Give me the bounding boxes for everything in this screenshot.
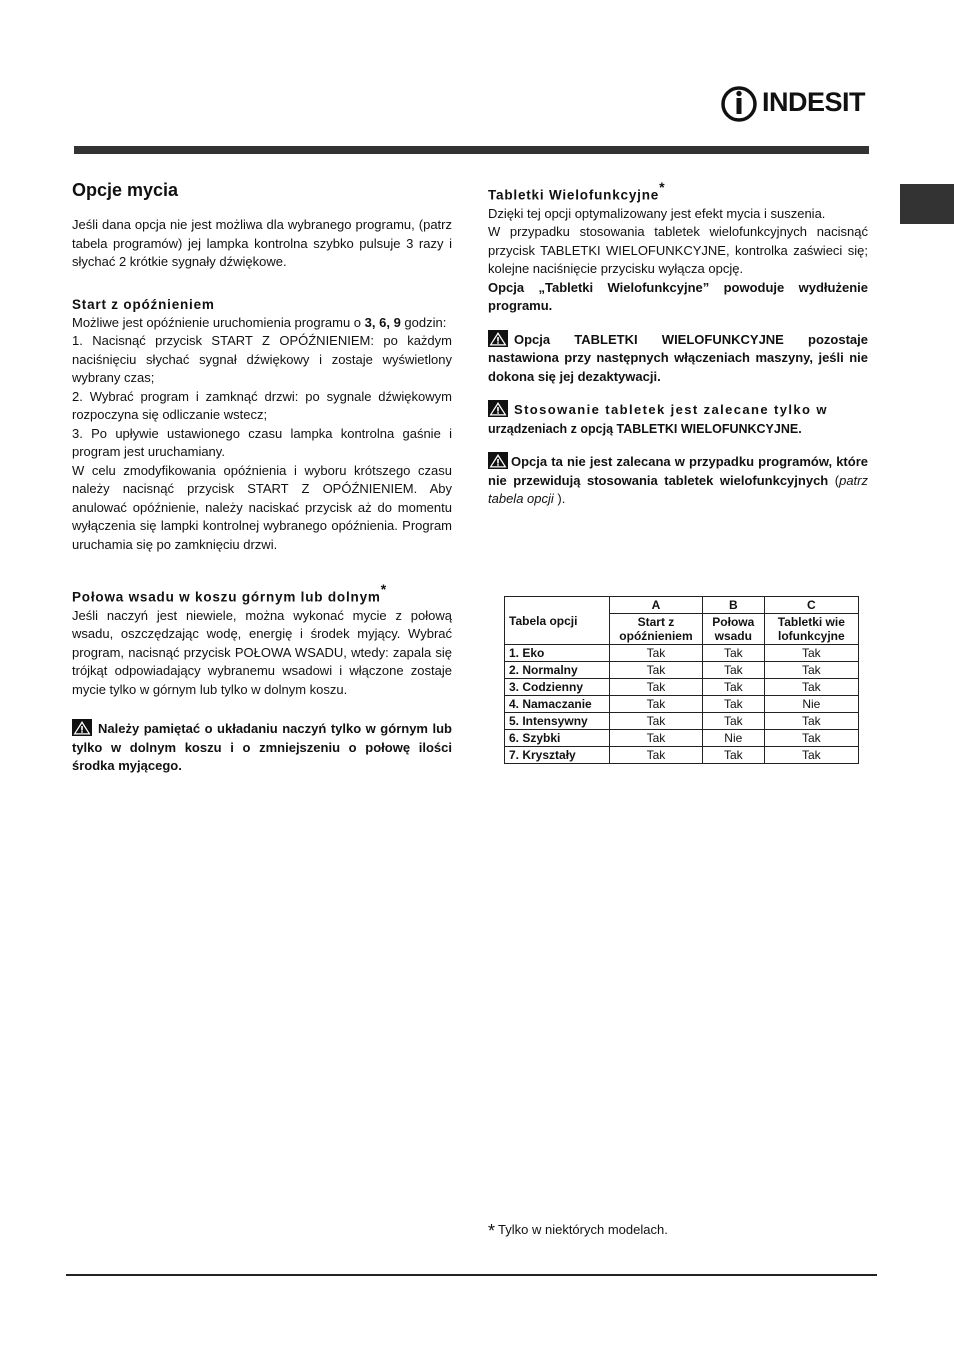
section-title: Opcje mycia [72,180,179,200]
warning-triangle-icon [488,452,508,469]
cell-c: Nie [764,696,858,713]
delay-modify-text: W celu zmodyfikowania opóźnienia i wyboru krótszego czasu należy nacisnąć przycisk START Z OPÓŹNIENIEM. Aby anulować opóźnienie, należy naciskać przycisk aż do momentu wyłączenia się lampki kontrolnej wybranego opóźnienia. Program uruchamia się po zamknięciu drzwi. [72,462,452,552]
cell-a: Tak [610,713,703,730]
program-name: 1. Eko [505,645,610,662]
right-column [488,178,868,509]
cell-b: Tak [702,713,764,730]
delay-step-3: 3. Po upływie ustawionego czasu lampka kontrolna gaśnie i program jest uruchamiany. [72,425,452,459]
cell-a: Tak [610,679,703,696]
half-load-text: Jeśli naczyń jest niewiele, można wykonać mycie z połową wsadu, oszczędzając wodę, energię i środek myjący. Wybrać program, nacisnąć przycisk POŁOWA WSADU, wtedy: zapala się trójkąt odpowiadający wybranemu wsadowi i włączone zostaje mycie tylko w górnym lub tylko w dolnym koszu. [72,607,452,697]
footnote: * Tylko w niektórych modelach. [488,1221,668,1241]
delay-step-1: 1. Nacisnąć przycisk START Z OPÓŹNIENIEM: po każdym naciśnięciu słychać sygnał dźwiękowy i zostaje wyświetlony wybrany czas; [72,333,452,385]
multitablet-warning-2: Stosowanie tabletek jest zalecane tylko w urządzeniach z opcją TABLETKI WIELOFUNKCYJNE. [488,402,828,436]
cell-b: Tak [702,662,764,679]
cell-b: Tak [702,747,764,764]
warning-triangle-icon [488,330,508,347]
footer-rule [66,1274,877,1276]
cell-b: Tak [702,679,764,696]
program-name: 6. Szybki [505,730,610,747]
table-row [505,747,859,764]
table-label: Tabela opcji [505,597,610,645]
intro-text: Jeśli dana opcja nie jest możliwa dla wybranego programu, (patrz tabela programów) jej lampka kontrolna szybko pulsuje 3 razy i słychać 2 krótkie sygnały dźwiękowe. [72,217,452,269]
cell-a: Tak [610,747,703,764]
multitablet-warning-3: Opcja ta nie jest zalecana w przypadku programów, które nie przewidują stosowania tabletek wielofunkcyjnych (patrz tabela opcji ). [488,454,868,506]
table-row [505,662,859,679]
program-name: 7. Kryształy [505,747,610,764]
cell-c: Tak [764,747,858,764]
cell-a: Tak [610,730,703,747]
column-letter-b: B [702,597,764,614]
warning-triangle-icon [72,719,92,736]
cell-b: Nie [702,730,764,747]
table-row [505,645,859,662]
cell-c: Tak [764,645,858,662]
language-tab-marker [900,184,954,224]
multitablet-warning-1: Opcja TABLETKI WIELOFUNKCYJNE pozostaje nastawiona przy następnych włączeniach maszyny, jeśli nie dokona się jej dezaktywacji. [488,331,868,384]
column-letter-a: A [610,597,703,614]
multitablet-heading: Tabletki Wielofunkcyjne* [488,179,666,203]
half-load-heading: Połowa wsadu w koszu górnym lub dolnym* [72,581,387,605]
table-row [505,713,859,730]
brand-logo [720,84,870,124]
indesit-logo-icon [720,84,760,124]
half-load-warning: Należy pamiętać o układaniu naczyń tylko w górnym lub tylko w dolnym koszu i o zmniejszeniu o połowę ilości środka myjącego. [72,721,452,773]
delay-step-2: 2. Wybrać program i zamknąć drzwi: po sygnale dźwiękowym rozpoczyna się odliczanie wstecz; [72,388,452,422]
cell-a: Tak [610,645,703,662]
delay-start-heading: Start z opóźnieniem [72,296,215,312]
cell-a: Tak [610,696,703,713]
cell-c: Tak [764,662,858,679]
left-column [72,178,452,776]
column-header-delay: Start z opóźnieniem [610,614,703,645]
column-header-multitablet: Tabletki wie lofunkcyjne [764,614,858,645]
program-name: 3. Codzienny [505,679,610,696]
delay-paragraph-1: Możliwe jest opóźnienie uruchomienia programu o 3, 6, 9 godzin: [72,314,447,330]
multitablet-text-1: Dzięki tej opcji optymalizowany jest efekt mycia i suszenia. [488,205,826,221]
column-header-half-load: Połowa wsadu [702,614,764,645]
cell-c: Tak [764,713,858,730]
brand-name: INDESIT [762,87,866,117]
table-header-letters [505,597,859,614]
cell-b: Tak [702,645,764,662]
table-row [505,679,859,696]
program-name: 4. Namaczanie [505,696,610,713]
multitablet-text-2: W przypadku stosowania tabletek wielofunkcyjnych nacisnąć przycisk TABLETKI WIELOFUNKCYJNE, kontrolka zaświeci się; kolejne naciśnięcie przycisku wyłącza opcję. [488,224,868,276]
cell-c: Tak [764,730,858,747]
cell-c: Tak [764,679,858,696]
column-letter-c: C [764,597,858,614]
header-bar [74,146,869,154]
multitablet-text-3: Opcja „Tabletki Wielofunkcyjne” powoduje wydłużenie programu. [488,279,868,313]
warning-triangle-icon [488,400,508,417]
program-name: 2. Normalny [505,662,610,679]
program-name: 5. Intensywny [505,713,610,730]
options-table [504,596,859,764]
cell-a: Tak [610,662,703,679]
cell-b: Tak [702,696,764,713]
table-row [505,730,859,747]
table-row [505,696,859,713]
